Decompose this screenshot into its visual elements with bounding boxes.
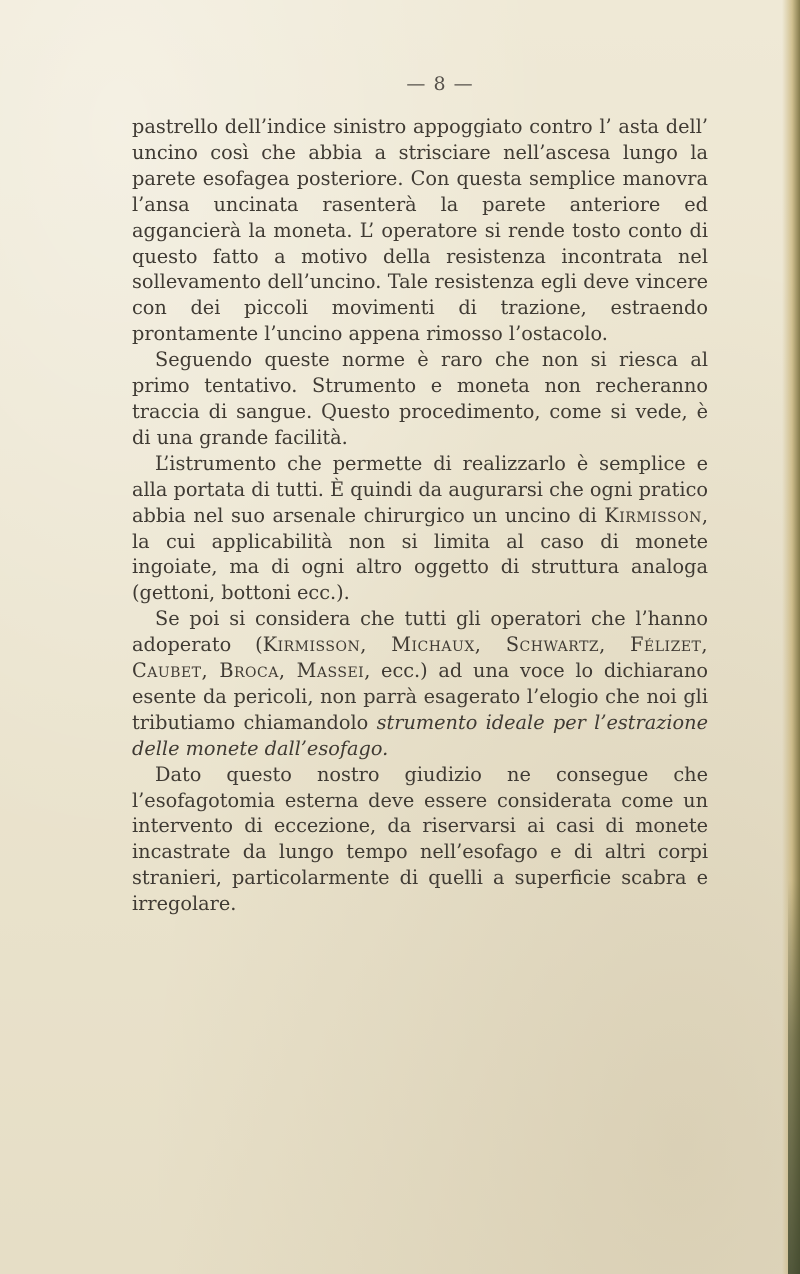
paragraph-4-text-b: , ecc.) ad una voce lo dichiarano esente da pericoli, non parrà esagerato l’elogio che noi gli tributiamo chiamandolo xyxy=(132,659,708,734)
paragraph-3-text-a: L’istrumento che permette di realizzarlo è semplice e alla portata di tutti. È quindi da augurarsi che ogni pratico abbia nel suo arsenale chirurgico un uncino di xyxy=(132,451,708,527)
body-text xyxy=(132,114,708,917)
italic-phrase: strumento ideale per l’estrazione delle monete dall’esofago. xyxy=(132,710,708,760)
surgeon-names: Kirmisson, Michaux, Schwartz, Félizet, Caubet, Broca, Massei xyxy=(132,633,709,683)
page-edge-stain xyxy=(788,880,800,1274)
page-number: — 8 — xyxy=(406,73,474,95)
paragraph-5: Dato questo nostro giudizio ne consegue che l’esofagotomia esterna deve essere considerata come un intervento di eccezione, da riservarsi ai casi di monete incastrate da lungo tempo nell’esofago e di altri corpi stranieri, particolarmente di quelli a superficie scabra e irregolare. xyxy=(132,762,708,916)
paragraph-2: Seguendo queste norme è raro che non si riesca al primo tentativo. Strumento e moneta non recheranno traccia di sangue. Questo procedimento, come si vede, è di una grande facilità. xyxy=(132,348,708,449)
author-name-kirmisson: Kirmisson xyxy=(604,503,702,527)
paragraph-3 xyxy=(132,451,708,606)
paragraph-3-text-b: , la cui applicabilità non si limita al caso di monete ingoiate, ma di ogni altro oggetto di struttura analoga (gettoni, bottoni ecc.). xyxy=(132,503,708,605)
paragraph-4-text-a: Se poi si considera che tutti gli operatori che l’hanno adoperato ( xyxy=(132,607,708,657)
paragraph-4 xyxy=(132,606,708,761)
paragraph-1: pastrello dell’indice sinistro appoggiato contro l’ asta dell’ uncino così che abbia a strisciare nell’ascesa lungo la parete esofagea posteriore. Con questa semplice manovra l’ansa uncinata rasenterà la parete anteriore ed aggancierà la moneta. L’ operatore si rende tosto conto di questo fatto a motivo della resistenza incontrata nel sollevamento dell’uncino. Tale resistenza egli deve vincere con dei piccoli movimenti di trazione, estraendo prontamente l’uncino appena rimosso l’ostacolo. xyxy=(132,115,708,346)
